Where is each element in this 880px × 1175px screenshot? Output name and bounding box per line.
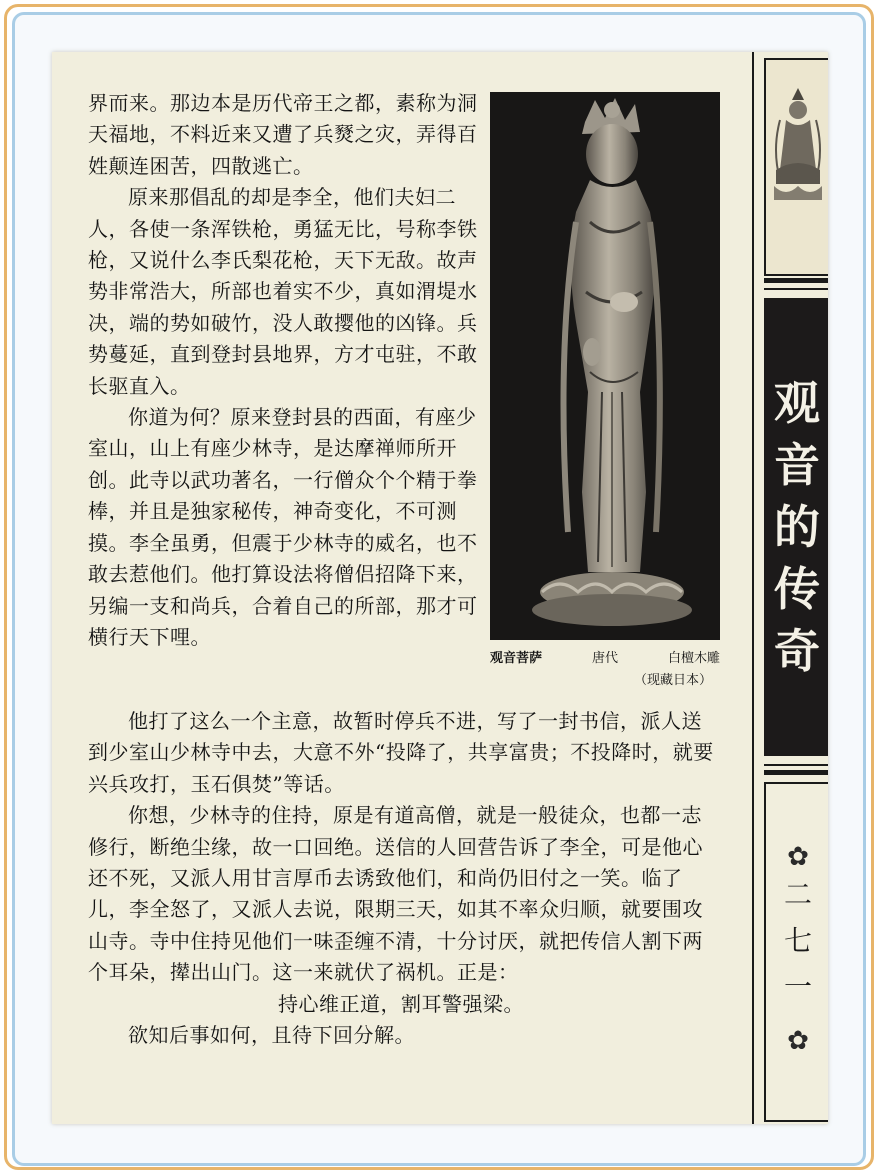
caption-location: （现藏日本） [633, 673, 712, 688]
sidebar-divider-bottom [764, 770, 828, 775]
paragraph-1: 界而来。那边本是历代帝王之都，素称为洞天福地，不料近来又遭了兵燹之灾，弄得百姓颠连困苦，四散逃亡。 [88, 91, 478, 178]
paragraph-5: 你想，少林寺的住持，原是有道高僧，就是一般徒众，也都一志修行，断绝尘缘，故一口回绝。送信的人回营告诉了李全，可是他心还不死，又派人用甘言厚币去诱致他们，和尚仍旧付之一笑。临了儿，李全怒了，又派人去说，限期三天，如其不率众归顺，就要围攻山寺。寺中住持见他们一味歪缠不清，十分讨厌，就把传信人割下两个耳朵，撵出山门。这一来就伏了祸机。正是： [88, 803, 703, 985]
page-number-char-1: 二 [783, 878, 812, 911]
sidebar [752, 52, 828, 1124]
poem-line: 持心维正道，割耳警强梁。 [278, 991, 524, 1016]
title-char-3: 的 [774, 500, 820, 554]
sidebar-title [764, 298, 828, 756]
sidebar-divider-top-thin [764, 288, 828, 290]
sidebar-page-number-box [764, 782, 828, 1122]
flower-ornament-icon: ✿ [787, 842, 809, 872]
figure-caption [490, 648, 720, 692]
caption-dynasty: 唐代 [591, 651, 618, 666]
paragraph-2: 原来那倡乱的却是李全，他们夫妇二人，各使一条浑铁枪，勇猛无比，号称李铁枪，又说什么李氏梨花枪，天下无敌。故声势非常浩大，所部也着实不少，真如渭堤水决，端的势如破竹，没人敢撄他的凶锋。兵势蔓延，直到登封县地界，方才屯驻，不敢长驱直入。 [88, 185, 478, 398]
guanyin-statue-image [490, 92, 720, 640]
caption-material: 白檀木雕 [667, 651, 720, 666]
paragraph-4: 他打了这么一个主意，故暂时停兵不进，写了一封书信，派人送到少室山少林寺中去，大意不外“投降了，共享富贵；不投降时，就要兴兵攻打，玉石俱焚”等话。 [88, 709, 714, 796]
flower-ornament-bottom-icon: ✿ [787, 1026, 809, 1056]
page-number-char-2: 七 [783, 924, 812, 957]
page-number-char-3: 一 [783, 970, 812, 1003]
text-column-bottom [88, 706, 714, 1051]
guanyin-statue-photo [490, 92, 720, 640]
title-char-5: 奇 [774, 624, 820, 678]
sidebar-divider-top [764, 278, 828, 283]
sidebar-divider-bottom-thin [764, 764, 828, 766]
sidebar-guanyin-illustration [764, 58, 828, 276]
title-char-4: 传 [774, 562, 820, 616]
book-page [52, 52, 828, 1124]
text-column-top [88, 88, 488, 653]
seated-guanyin-icon [766, 60, 828, 274]
title-char-1: 观 [774, 376, 820, 430]
caption-title: 观音菩萨 [490, 651, 543, 666]
caption-line-1 [490, 648, 720, 670]
title-char-2: 音 [774, 438, 820, 492]
paragraph-3: 你道为何？原来登封县的西面，有座少室山，山上有座少林寺，是达摩禅师所开创。此寺以武功著名，一行僧众个个精于拳棒，并且是独家秘传，神奇变化，不可测摸。李全虽勇，但震于少林寺的威名，也不敢去惹他们。他打算设法将僧侣招降下来，另编一支和尚兵，合着自己的所部，那才可横行天下哩。 [88, 405, 478, 649]
closing-line: 欲知后事如何，且待下回分解。 [128, 1023, 415, 1048]
page-number [784, 872, 812, 1010]
